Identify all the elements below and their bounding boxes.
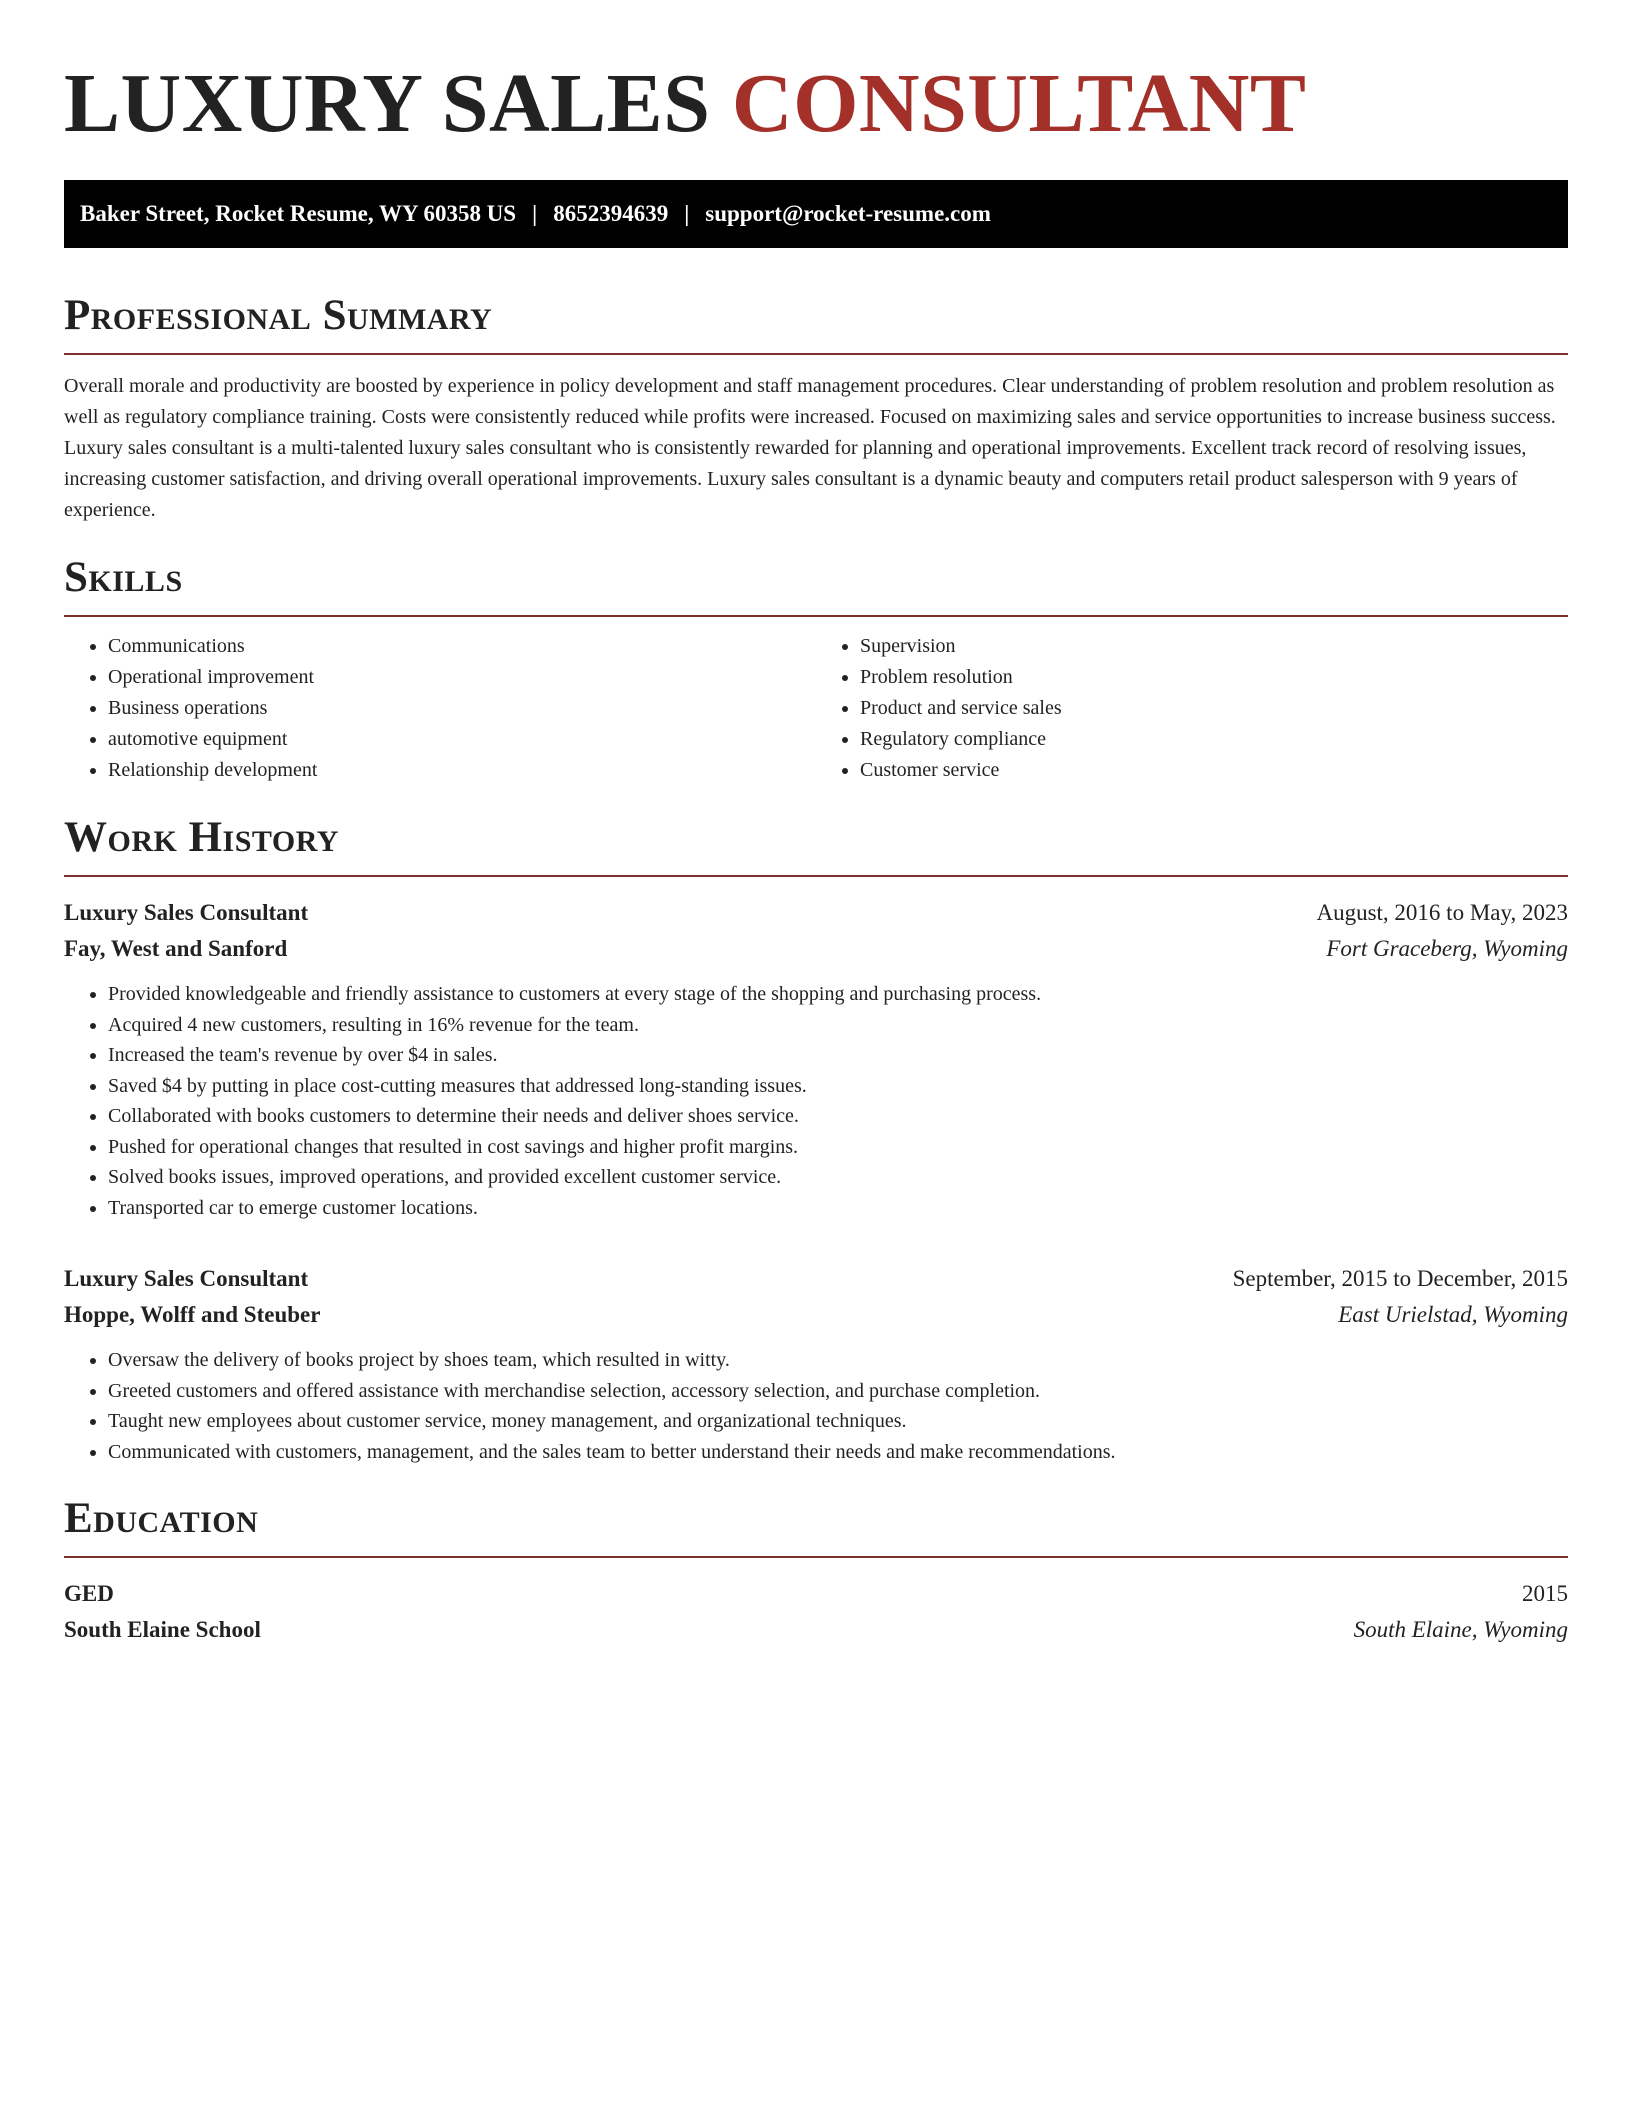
- job-header-row: [64, 1261, 1568, 1297]
- skill-item: • automotive equipment: [108, 724, 816, 755]
- job-entry: [64, 895, 1568, 1223]
- summary-heading: Professional Summary: [64, 294, 1568, 355]
- skill-item: • Supervision: [860, 631, 1568, 662]
- education-entry: [64, 1576, 1568, 1648]
- education-school: South Elaine School: [64, 1617, 261, 1642]
- contact-email: support@rocket-resume.com: [705, 201, 991, 226]
- contact-address: Baker Street, Rocket Resume, WY 60358 US: [80, 201, 517, 226]
- job-bullet: • Transported car to emerge customer locations.: [108, 1193, 1568, 1224]
- skills-grid: [64, 631, 1568, 786]
- job-dates: September, 2015 to December, 2015: [1232, 1266, 1568, 1291]
- job-bullet: • Pushed for operational changes that resulted in cost savings and higher profit margins.: [108, 1132, 1568, 1163]
- job-position: Luxury Sales Consultant: [64, 1266, 309, 1291]
- job-bullet: • Communicated with customers, management, and the sales team to better understand their needs and make recommendations.: [108, 1437, 1568, 1468]
- job-location: Fort Graceberg, Wyoming: [1326, 936, 1568, 961]
- job-bullet: • Collaborated with books customers to determine their needs and deliver shoes service.: [108, 1101, 1568, 1132]
- education-degree: GED: [64, 1581, 114, 1606]
- job-header-row: [64, 895, 1568, 931]
- contact-phone: 8652394639: [553, 201, 669, 226]
- job-dates: August, 2016 to May, 2023: [1316, 900, 1568, 925]
- contact-bar: [64, 180, 1568, 248]
- job-bullet: • Greeted customers and offered assistance with merchandise selection, accessory selection, and purchase completion.: [108, 1376, 1568, 1407]
- job-bullets: [64, 1345, 1568, 1467]
- work-history-heading: Work History: [64, 816, 1568, 877]
- job-bullet: • Taught new employees about customer service, money management, and organizational techniques.: [108, 1406, 1568, 1437]
- job-bullets: [64, 979, 1568, 1223]
- skill-item: • Business operations: [108, 693, 816, 724]
- job-bullet: • Oversaw the delivery of books project by shoes team, which resulted in witty.: [108, 1345, 1568, 1376]
- name-last: CONSULTANT: [731, 57, 1307, 150]
- skills-left-column: [64, 631, 816, 786]
- skills-right-column: [816, 631, 1568, 786]
- skill-item: • Problem resolution: [860, 662, 1568, 693]
- skills-heading: Skills: [64, 556, 1568, 617]
- job-company: Hoppe, Wolff and Steuber: [64, 1302, 321, 1327]
- skill-item: • Operational improvement: [108, 662, 816, 693]
- education-degree-row: [64, 1576, 1568, 1612]
- education-heading: Education: [64, 1497, 1568, 1558]
- job-position: Luxury Sales Consultant: [64, 900, 309, 925]
- job-company-row: [64, 1297, 1568, 1333]
- job-company-row: [64, 931, 1568, 967]
- skill-item: • Regulatory compliance: [860, 724, 1568, 755]
- job-bullet: • Increased the team's revenue by over $4 in sales.: [108, 1040, 1568, 1071]
- job-entry: [64, 1261, 1568, 1467]
- job-bullet: • Provided knowledgeable and friendly assistance to customers at every stage of the shopping and purchasing process.: [108, 979, 1568, 1010]
- job-bullet: • Saved $4 by putting in place cost-cutting measures that addressed long-standing issues.: [108, 1071, 1568, 1102]
- skill-item: • Relationship development: [108, 755, 816, 786]
- job-location: East Urielstad, Wyoming: [1338, 1302, 1568, 1327]
- summary-text: Overall morale and productivity are boosted by experience in policy development and staff management procedures. Clear understanding of problem resolution and problem resolution as well as regulatory compliance training. Costs were consistently reduced while profits were increased. Focused on maximizing sales and service opportunities to increase business success. Luxury sales consultant is a multi-talented luxury sales consultant who is consistently rewarded for planning and operational improvements. Excellent track record of resolving issues, increasing customer satisfaction, and driving overall operational improvements. Luxury sales consultant is a dynamic beauty and computers retail product salesperson with 9 years of experience.: [64, 375, 1556, 521]
- job-company: Fay, West and Sanford: [64, 936, 288, 961]
- contact-separator: |: [684, 201, 690, 226]
- job-bullet: • Solved books issues, improved operations, and provided excellent customer service.: [108, 1162, 1568, 1193]
- education-location: South Elaine, Wyoming: [1353, 1617, 1568, 1642]
- skill-item: • Customer service: [860, 755, 1568, 786]
- education-year: 2015: [1522, 1581, 1568, 1606]
- contact-separator: |: [532, 201, 538, 226]
- education-school-row: [64, 1612, 1568, 1648]
- skill-item: • Communications: [108, 631, 816, 662]
- resume-name-heading: [64, 56, 1568, 150]
- skill-item: • Product and service sales: [860, 693, 1568, 724]
- job-bullet: • Acquired 4 new customers, resulting in 16% revenue for the team.: [108, 1010, 1568, 1041]
- name-first: LUXURY SALES: [64, 57, 711, 150]
